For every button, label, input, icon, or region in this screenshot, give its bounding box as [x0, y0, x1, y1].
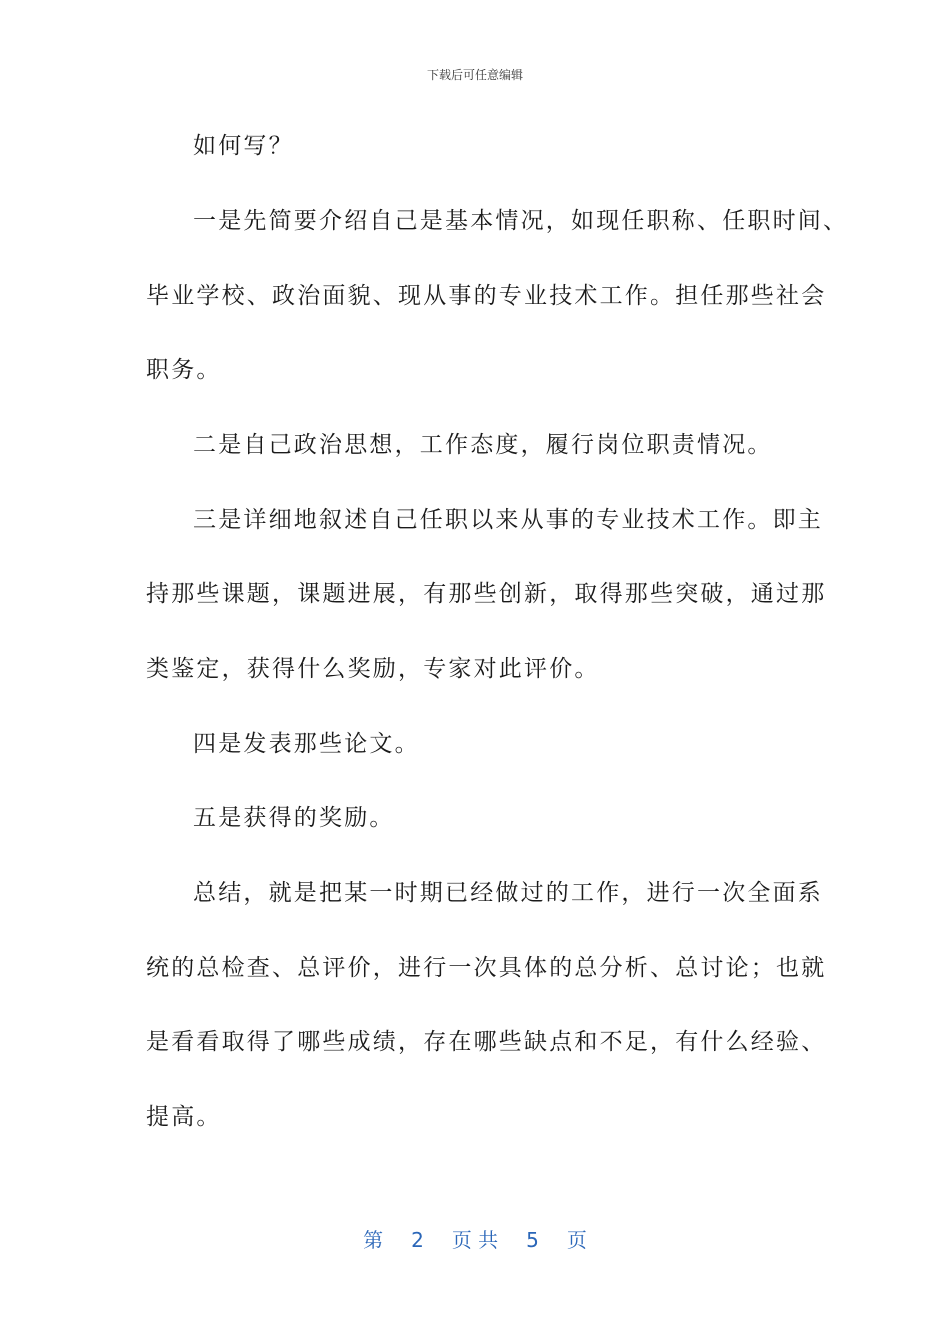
body-line: 二是自己政治思想，工作态度，履行岗位职责情况。 — [193, 432, 773, 458]
body-line: 毕业学校、政治面貌、现从事的专业技术工作。担任那些社会 — [146, 283, 827, 309]
current-page-number: 2 — [411, 1228, 424, 1252]
page-label-mid: 页 共 — [451, 1228, 499, 1252]
body-line: 持那些课题，课题进展，有那些创新，取得那些突破，通过那 — [146, 581, 827, 607]
body-line: 五是获得的奖励。 — [193, 805, 395, 831]
page-footer — [0, 1224, 950, 1253]
body-line: 职务。 — [146, 357, 222, 383]
body-line: 是看看取得了哪些成绩，存在哪些缺点和不足，有什么经验、 — [146, 1029, 827, 1055]
body-line: 总结，就是把某一时期已经做过的工作，进行一次全面系 — [193, 880, 823, 906]
total-pages-number: 5 — [526, 1228, 539, 1252]
body-line: 统的总检查、总评价，进行一次具体的总分析、总讨论；也就 — [146, 955, 827, 981]
page-label-suffix: 页 — [566, 1228, 587, 1252]
body-line: 一是先简要介绍自己是基本情况，如现任职称、任职时间、 — [193, 208, 849, 234]
body-line: 提高。 — [146, 1104, 222, 1130]
body-line: 四是发表那些论文。 — [193, 731, 420, 757]
body-line: 三是详细地叙述自己任职以来从事的专业技术工作。即主 — [193, 507, 823, 533]
page-label-prefix: 第 — [363, 1228, 384, 1252]
header-note: 下载后可任意编辑 — [426, 68, 523, 82]
body-line: 如何写？ — [193, 133, 294, 159]
body-line: 类鉴定，获得什么奖励，专家对此评价。 — [146, 656, 600, 682]
